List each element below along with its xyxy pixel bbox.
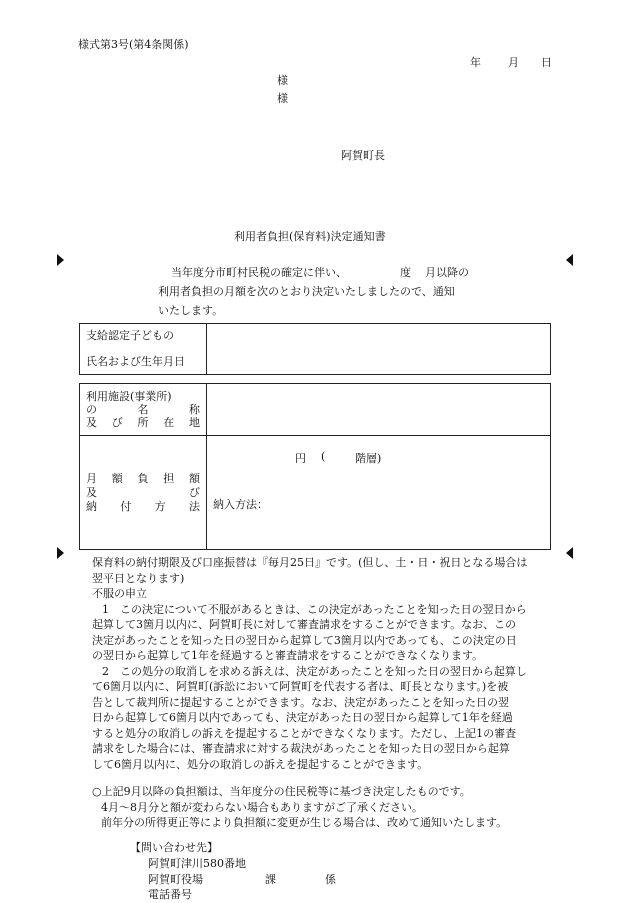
appeal-p2-line7: して6箇月以内に、処分の取消しの訴えを提起することができます。 <box>92 757 429 771</box>
facility-label-line3: 及 び 所 在 地 <box>86 416 200 429</box>
date-day: 日 <box>541 56 552 69</box>
appeal-p1-line2: 起算して3箇月以内に、阿賀町長に対して審査請求をすることができます。なお、この <box>92 618 517 631</box>
facility-label-line2: の 名 称 <box>86 403 200 416</box>
appeal-p1-line4: の翌日から起算して1年を経過すると審査請求をすることができなくなります。 <box>92 649 484 662</box>
contact-phone-label: 電話番号 <box>148 888 192 901</box>
appeal-p2-line4: 日から起算して6箇月以内であっても、決定があった日の翌日から起算して1年を経過 <box>92 711 513 724</box>
issuer: 阿賀町長 <box>341 149 385 162</box>
child-label-line1: 支給認定子どもの <box>86 329 174 342</box>
intro-line1-b: 度 <box>400 266 411 279</box>
note-p3-line2: 4月～8月分と額が変わらない場合もありますがご了承ください。 <box>101 800 423 814</box>
tier-close: 階層) <box>355 452 382 465</box>
appeal-p2-line2: て6箇月以内に、阿賀町(訴訟において阿賀町を代表する者は、町長となります。)を被 <box>92 680 509 693</box>
punch-marker-right-bottom <box>566 547 573 559</box>
appeal-p1-line3: 決定があったことを知った日の翌日から起算して3箇月以内であっても、この決定の日 <box>92 633 517 647</box>
intro-line2: 利用者負担の月額を次のとおり決定いたしましたので、通知 <box>158 285 455 298</box>
appeal-p2-line1: 2 この処分の取消しを求める訴えは、決定があったことを知った日の翌日から起算し <box>102 664 527 678</box>
notes-section <box>92 555 562 772</box>
contact-kakari: 係 <box>325 873 336 886</box>
tier-open: ( <box>321 450 326 463</box>
fee-label-line3: 納 付 方 法 <box>86 499 200 513</box>
appeal-p2-line3: 告として裁判所に提起することができます。なお、決定があったことを知った日の翌 <box>92 695 510 709</box>
appeal-title: 不服の申立 <box>92 587 147 600</box>
child-label-line2: 氏名および生年月日 <box>86 355 185 368</box>
appeal-p2-line5: すると処分の取消しの訴えを提起することができなくなります。ただし、上記1の審査 <box>92 726 517 740</box>
child-label-cell <box>80 324 207 375</box>
deadline-line1: 保育料の納付期限及び口座振替は『毎月25日』です。(但し、土・日・祝日となる場合は <box>92 556 528 569</box>
yen-label: 円 <box>295 452 306 465</box>
date-year: 年 <box>470 56 481 69</box>
contact-ka: 課 <box>265 873 276 886</box>
facility-value-cell[interactable] <box>207 384 551 436</box>
appeal-p1-line1: 1 この決定について不服があるときは、この決定があったことを知った日の翌日から <box>102 602 527 616</box>
child-value-cell[interactable] <box>207 324 551 375</box>
recipient-suffix-1: 様 <box>277 74 288 87</box>
fee-label-cell <box>80 436 207 550</box>
contact-office: 阿賀町役場 <box>148 873 203 886</box>
contact-heading: 【問い合わせ先】 <box>130 841 218 854</box>
fee-label-line1: 月 額 負 担 額 <box>86 471 200 485</box>
punch-marker-left-top <box>57 254 64 266</box>
deadline-line2: 翌平日となります) <box>92 571 185 585</box>
document-title: 利用者負担(保育料)決定通知書 <box>234 230 386 243</box>
punch-marker-right-top <box>566 254 573 266</box>
fee-value-cell[interactable] <box>207 436 551 550</box>
note-p3-line3: 前年分の所得更正等により負担額に変更が生じる場合は、改めて通知いたします。 <box>101 816 508 829</box>
payment-method-label: 納入方法： <box>213 498 268 511</box>
intro-line1-a: 当年度分市町村民税の確定に伴い、 <box>171 266 347 279</box>
date-month: 月 <box>508 56 519 69</box>
facility-label-line1: 利用施設(事業所) <box>86 390 172 403</box>
intro-line3: いたします。 <box>158 304 224 317</box>
child-info-table <box>79 323 551 375</box>
fee-label-line2: 及 び <box>86 485 200 499</box>
notes-section-2 <box>92 784 562 831</box>
contact-address: 阿賀町津川580番地 <box>148 857 246 870</box>
facility-label-cell <box>80 384 207 436</box>
facility-fee-table <box>79 383 551 550</box>
punch-marker-left-bottom <box>57 547 64 559</box>
form-number: 様式第3号(第4条関係) <box>78 38 189 51</box>
intro-line1-c: 月以降の <box>425 266 469 279</box>
appeal-p2-line6: 請求をした場合には、審査請求に対する裁決があったことを知った日の翌日から起算 <box>92 742 510 755</box>
recipient-suffix-2: 様 <box>277 92 288 105</box>
note-p3-line1: ○上記9月以降の負担額は、当年度分の住民税等に基づき決定したものです。 <box>92 785 471 798</box>
